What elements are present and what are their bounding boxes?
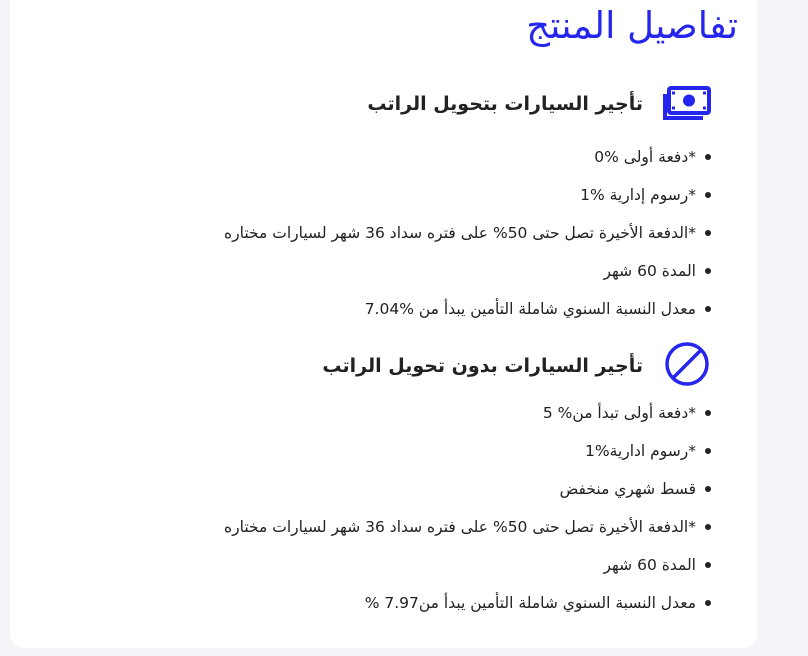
bullet-icon	[705, 524, 711, 530]
list-item-text: *دفعة أولى تبدأ من% 5	[542, 404, 696, 422]
feature-list	[224, 138, 711, 328]
feature-list	[224, 394, 711, 622]
list-item	[224, 432, 711, 470]
list-item	[224, 470, 711, 508]
list-item-text: *دفعة أولى %0	[594, 148, 696, 166]
list-item	[224, 252, 711, 290]
bullet-icon	[705, 562, 711, 568]
list-item	[224, 508, 711, 546]
list-item	[224, 290, 711, 328]
bullet-icon	[705, 448, 711, 454]
list-item-text: معدل النسبة السنوي شاملة التأمين يبدأ من7.97 %	[364, 594, 696, 612]
list-item	[224, 138, 711, 176]
section-no-salary-transfer	[224, 346, 711, 622]
list-item	[224, 394, 711, 432]
section-header	[224, 346, 711, 386]
list-item-text: *رسوم ادارية%1	[585, 442, 696, 460]
bullet-icon	[705, 154, 711, 160]
list-item-text: قسط شهري منخفض	[559, 480, 696, 498]
list-item-text: معدل النسبة السنوي شاملة التأمين يبدأ من %7.04	[364, 300, 696, 318]
ban-icon	[663, 346, 711, 386]
money-bill-icon	[663, 84, 711, 124]
page-title: تفاصيل المنتج	[526, 4, 738, 47]
product-details-card	[10, 0, 757, 648]
list-item-text: المدة 60 شهر	[603, 262, 696, 280]
bullet-icon	[705, 486, 711, 492]
bullet-icon	[705, 306, 711, 312]
bullet-icon	[705, 600, 711, 606]
bullet-icon	[705, 192, 711, 198]
list-item	[224, 214, 711, 252]
bullet-icon	[705, 230, 711, 236]
list-item-text: المدة 60 شهر	[603, 556, 696, 574]
section-header	[224, 84, 711, 124]
list-item-text: *الدفعة الأخيرة تصل حتى 50% على فتره سداد 36 شهر لسيارات مختاره	[224, 518, 696, 536]
bullet-icon	[705, 410, 711, 416]
list-item	[224, 176, 711, 214]
section-salary-transfer	[224, 84, 711, 328]
section-title: تأجير السيارات بتحويل الراتب	[367, 93, 643, 115]
list-item-text: *رسوم إدارية %1	[580, 186, 696, 204]
bullet-icon	[705, 268, 711, 274]
list-item-text: *الدفعة الأخيرة تصل حتى 50% على فتره سداد 36 شهر لسيارات مختاره	[224, 224, 696, 242]
list-item	[224, 546, 711, 584]
section-title: تأجير السيارات بدون تحويل الراتب	[322, 355, 643, 377]
list-item	[224, 584, 711, 622]
